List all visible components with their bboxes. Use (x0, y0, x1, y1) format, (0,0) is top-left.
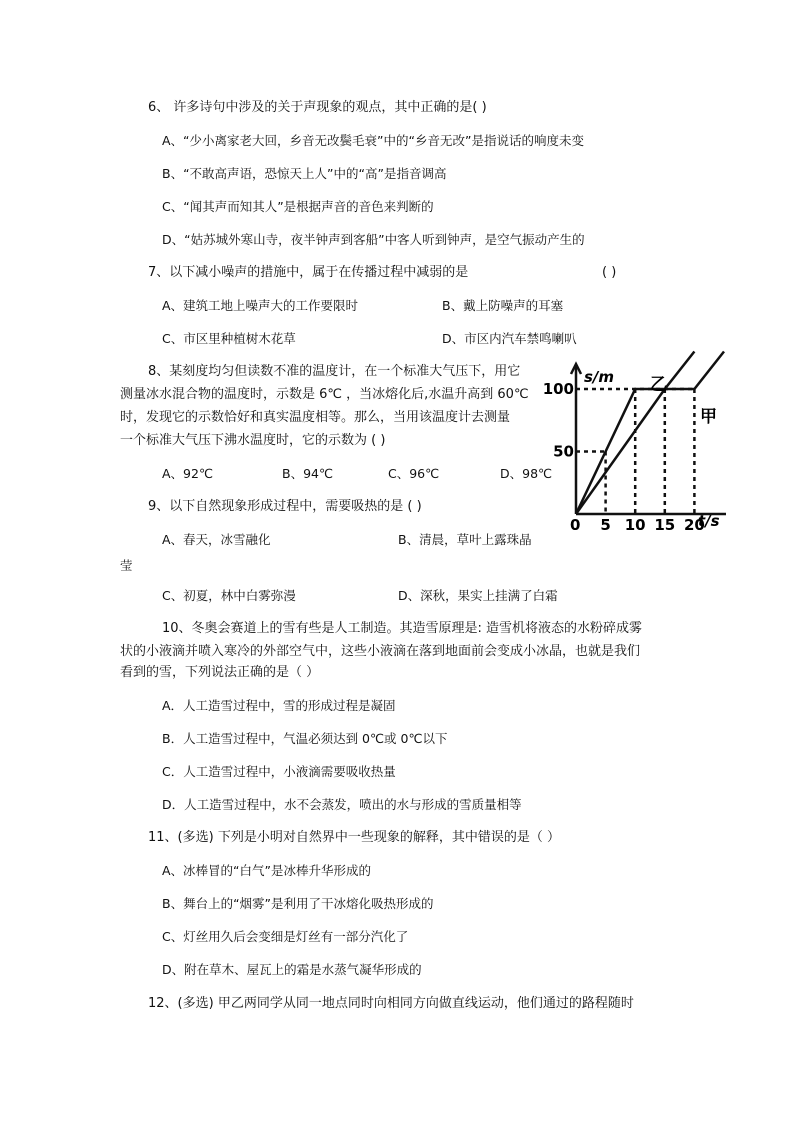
x-tick-label: 0 (570, 516, 581, 534)
q10-line-2: 状的小液滴并喷入寒冷的外部空气中，这些小液滴在落到地面前会变成小冰晶，也就是我们 (120, 644, 641, 659)
x-tick-label: 20 (683, 516, 705, 534)
q8-option-c: C、96℃ (388, 466, 440, 481)
q10-option-a: A．人工造雪过程中，雪的形成过程是凝固 (162, 698, 396, 713)
q9-option-d: D、深秋，果实上挂满了白霜 (398, 588, 558, 603)
q9-option-c: C、初夏，林中白雾弥漫 (162, 588, 296, 603)
q7-option-b: B、戴上防噪声的耳塞 (442, 298, 564, 313)
q7-option-a: A、建筑工地上噪声大的工作要限时 (162, 298, 359, 313)
q12-stem: 12、(多选) 甲乙两同学从同一地点同时向相同方向做直线运动，他们通过的路程随时 (148, 996, 634, 1011)
x-tick-label: 15 (654, 516, 676, 534)
y-tick-label: 100 (542, 380, 574, 398)
x-axis-label: t/s (698, 512, 720, 530)
q9-option-b-wrap: 莹 (120, 558, 133, 573)
q11-option-c: C、灯丝用久后会变细是灯丝有一部分汽化了 (162, 929, 409, 944)
q9-option-a: A、春天，冰雪融化 (162, 532, 271, 547)
x-tick-label: 5 (600, 516, 611, 534)
q9-stem: 9、以下自然现象形成过程中，需要吸热的是 ( ) (148, 499, 422, 514)
q10-option-b: B．人工造雪过程中，气温必须达到 0℃或 0℃以下 (162, 731, 448, 746)
x-tick-label: 10 (624, 516, 646, 534)
q6-option-a: A、“少小离家老大回，乡音无改鬓毛衰”中的“乡音无改”是指说话的响度未变 (162, 133, 584, 148)
q8-line-1: 8、某刻度均匀但读数不准的温度计，在一个标准大气压下，用它 (148, 364, 521, 379)
q8-line-2: 测量冰水混合物的温度时，示数是 6℃ ，当冰熔化后,水温升高到 60℃ (120, 387, 529, 402)
y-tick-label: 50 (553, 442, 574, 461)
q10-option-d: D．人工造雪过程中，水不会蒸发，喷出的水与形成的雪质量相等 (162, 797, 522, 812)
q10-line-1: 10、冬奥会赛道上的雪有些是人工制造。其造雪原理是: 造雪机将液态的水粉碎成雾 (162, 621, 643, 636)
q7-answer-paren: ( ) (602, 265, 617, 280)
q8-option-a: A、92℃ (162, 466, 213, 481)
s-t-graph-svg (542, 356, 730, 546)
q11-stem: 11、(多选) 下列是小明对自然界中一些现象的解释，其中错误的是（ ） (148, 830, 560, 845)
q10-option-c: C．人工造雪过程中，小液滴需要吸收热量 (162, 764, 396, 779)
q11-option-b: B、舞台上的“烟雾”是利用了干冰熔化吸热形成的 (162, 896, 434, 911)
q10-line-3: 看到的雪，下列说法正确的是（ ） (120, 665, 320, 680)
q8-option-b: B、94℃ (282, 466, 334, 481)
q7-stem: 7、以下减小噪声的措施中，属于在传播过程中减弱的是 (148, 265, 469, 280)
y-axis-label: s/m (584, 368, 615, 386)
q6-option-b: B、“不敢高声语，恐惊天上人”中的“高”是指音调高 (162, 166, 447, 181)
q6-option-c: C、“闻其声而知其人”是根据声音的音色来判断的 (162, 199, 434, 214)
q8-line-4: 一个标准大气压下沸水温度时，它的示数为 ( ) (120, 433, 386, 448)
q11-option-d: D、附在草木、屋瓦上的霜是水蒸气凝华形成的 (162, 962, 422, 977)
q8-option-d: D、98℃ (500, 466, 553, 481)
q6-stem: 6、 许多诗句中涉及的关于声现象的观点，其中正确的是( ) (148, 100, 487, 115)
q7-option-c: C、市区里种植树木花草 (162, 331, 296, 346)
q9-option-b: B、清晨，草叶上露珠晶 (398, 532, 532, 547)
series-label-jia: 甲 (700, 407, 717, 427)
q6-option-d: D、“姑苏城外寒山寺，夜半钟声到客船”中客人听到钟声，是空气振动产生的 (162, 232, 585, 247)
q7-option-d: D、市区内汽车禁鸣喇叭 (442, 331, 577, 346)
s-t-graph (542, 356, 730, 546)
q8-line-3: 时，发现它的示数恰好和真实温度相等。那么，当用该温度计去测量 (120, 410, 511, 425)
series-label-yi: 乙 (650, 375, 667, 395)
q11-option-a: A、冰棒冒的“白气”是冰棒升华形成的 (162, 863, 372, 878)
